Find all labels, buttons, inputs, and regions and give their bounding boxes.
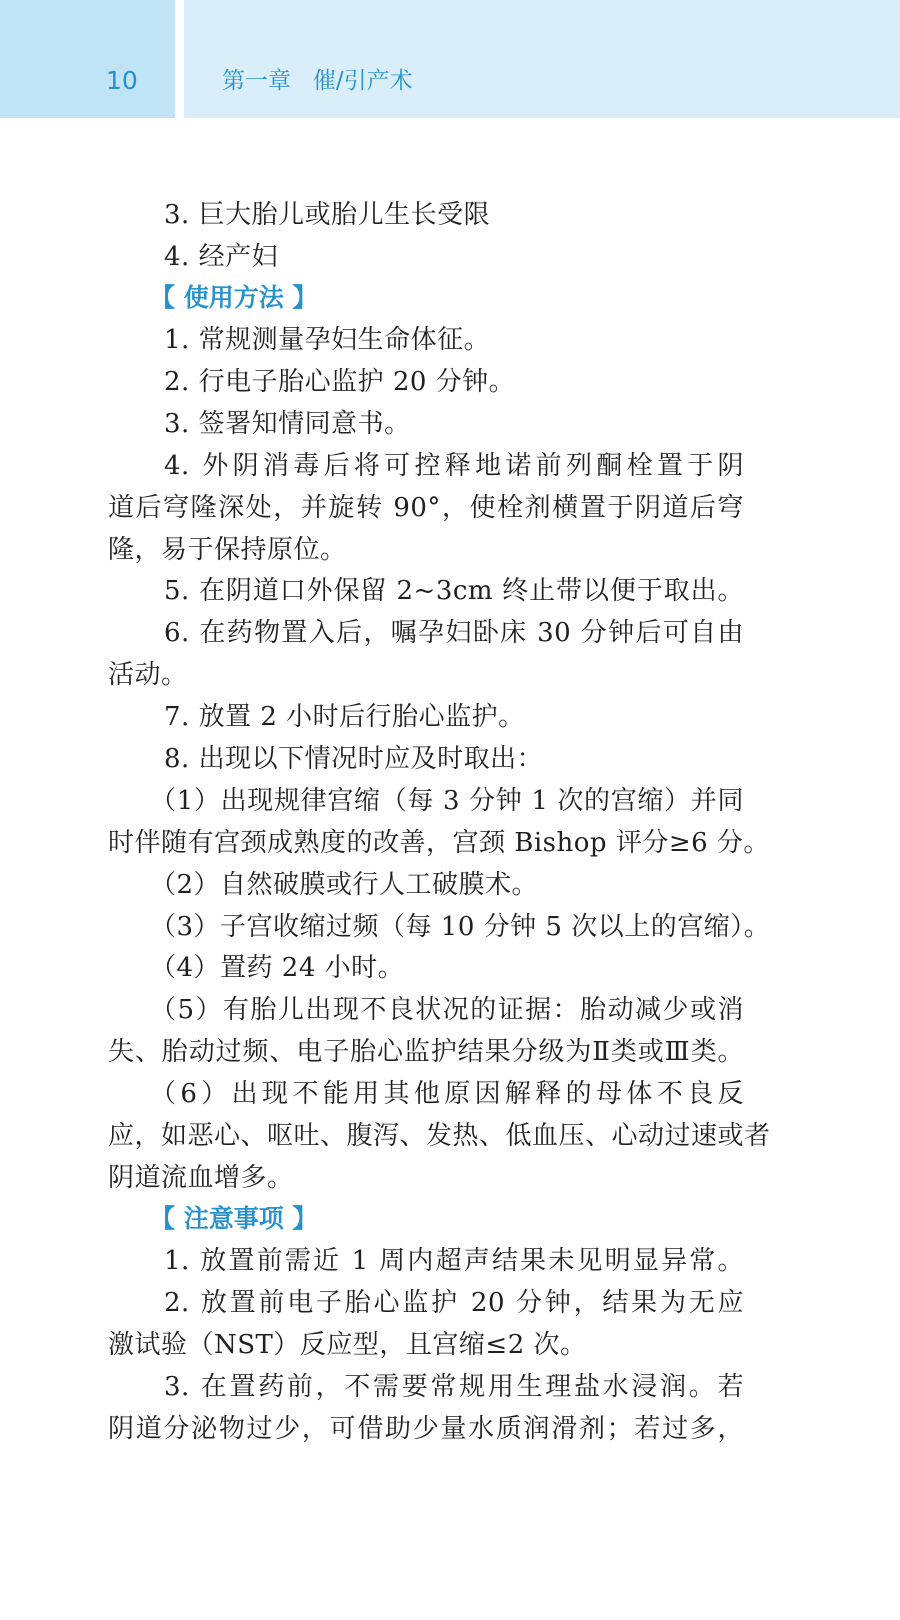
removal-condition-1-line-1: （1）出现规律宫缩（每 3 分钟 1 次的宫缩）并同 bbox=[150, 786, 744, 816]
note-1: 1. 放置前需近 1 周内超声结果未见明显异常。 bbox=[164, 1246, 744, 1276]
usage-step-6-line-2: 活动。 bbox=[108, 660, 188, 690]
notes-section-heading: 【 注意事项 】 bbox=[150, 1204, 318, 1233]
note-3-line-1: 3. 在置药前，不需要常规用生理盐水浸润。若 bbox=[164, 1372, 744, 1402]
note-3-line-2: 阴道分泌物过少，可借助少量水质润滑剂；若过多， bbox=[108, 1414, 744, 1444]
removal-condition-5-line-1: （5）有胎儿出现不良状况的证据：胎动减少或消 bbox=[150, 995, 744, 1025]
removal-condition-6-line-3: 阴道流血增多。 bbox=[108, 1163, 294, 1193]
removal-condition-1-line-2: 时伴随有宫颈成熟度的改善，宫颈 Bishop 评分≥6 分。 bbox=[108, 828, 770, 858]
usage-step-7: 7. 放置 2 小时后行胎心监护。 bbox=[164, 702, 525, 732]
usage-step-4-line-1: 4. 外阴消毒后将可控释地诺前列酮栓置于阴 bbox=[164, 451, 744, 481]
note-2-line-2: 激试验（NST）反应型，且宫缩≤2 次。 bbox=[108, 1330, 587, 1360]
usage-step-4-line-2: 道后穹隆深处，并旋转 90°，使栓剂横置于阴道后穹 bbox=[108, 493, 744, 523]
usage-step-1: 1. 常规测量孕妇生命体征。 bbox=[164, 325, 491, 355]
usage-step-5: 5. 在阴道口外保留 2~3cm 终止带以便于取出。 bbox=[164, 576, 744, 606]
usage-step-4-line-3: 隆，易于保持原位。 bbox=[108, 535, 347, 565]
chapter-title: 第一章 催/引产术 bbox=[222, 68, 413, 94]
usage-step-8: 8. 出现以下情况时应及时取出： bbox=[164, 744, 544, 774]
page-number: 10 bbox=[106, 66, 138, 95]
removal-condition-3: （3）子宫收缩过频（每 10 分钟 5 次以上的宫缩）。 bbox=[150, 912, 771, 942]
contraindication-item-3: 3. 巨大胎儿或胎儿生长受限 bbox=[164, 200, 491, 230]
removal-condition-5-line-2: 失、胎动过频、电子胎心监护结果分级为Ⅱ类或Ⅲ类。 bbox=[108, 1037, 744, 1067]
removal-condition-2: （2）自然破膜或行人工破膜术。 bbox=[150, 870, 539, 900]
removal-condition-6-line-1: （6）出现不能用其他原因解释的母体不良反 bbox=[150, 1079, 744, 1109]
contraindication-item-4: 4. 经产妇 bbox=[164, 242, 279, 272]
usage-step-3: 3. 签署知情同意书。 bbox=[164, 409, 411, 439]
usage-step-6-line-1: 6. 在药物置入后，嘱孕妇卧床 30 分钟后可自由 bbox=[164, 618, 744, 648]
note-2-line-1: 2. 放置前电子胎心监护 20 分钟，结果为无应 bbox=[164, 1288, 744, 1318]
usage-section-heading: 【 使用方法 】 bbox=[150, 283, 318, 312]
removal-condition-6-line-2: 应，如恶心、呕吐、腹泻、发热、低血压、心动过速或者 bbox=[108, 1121, 771, 1151]
usage-step-2: 2. 行电子胎心监护 20 分钟。 bbox=[164, 367, 516, 397]
removal-condition-4: （4）置药 24 小时。 bbox=[150, 953, 405, 983]
